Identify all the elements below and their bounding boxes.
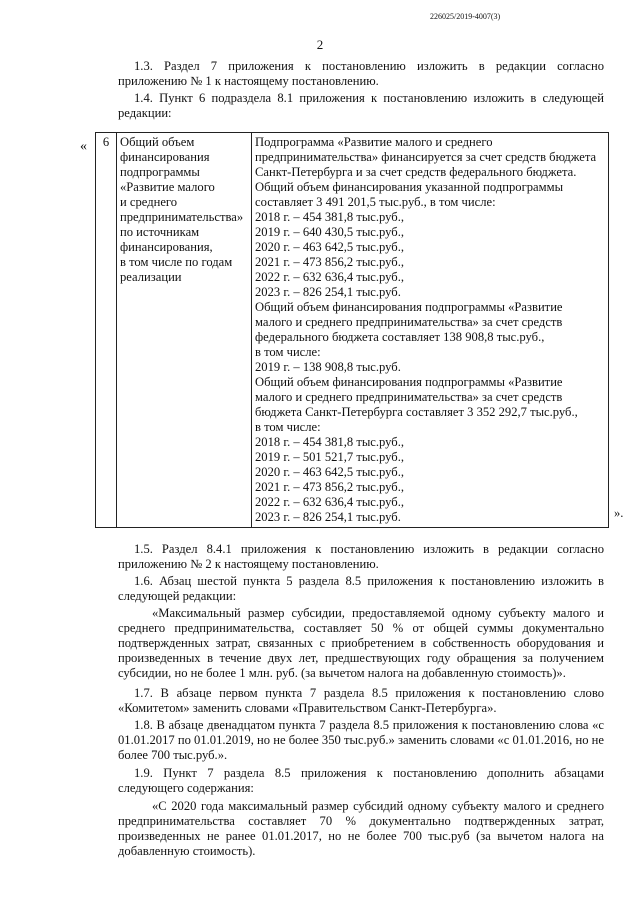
document-id: 226025/2019-4007(3) xyxy=(430,12,501,21)
name-line: по источникам xyxy=(120,225,200,239)
name-line: финансирования, xyxy=(120,240,213,254)
text-line: 2020 г. – 463 642,5 тыс.руб., xyxy=(255,240,405,254)
text-line: 2023 г. – 826 254,1 тыс.руб. xyxy=(255,510,401,524)
text-line: в том числе: xyxy=(255,345,321,359)
text-line: 2019 г. – 501 521,7 тыс.руб., xyxy=(255,450,405,464)
text-line: Санкт-Петербурга и за счет средств федерального бюджета. xyxy=(255,165,577,179)
text-line: Подпрограмма «Развитие малого и среднего xyxy=(255,135,493,149)
row-name-cell xyxy=(117,133,252,528)
name-line: «Развитие малого xyxy=(120,180,215,194)
name-line: финансирования xyxy=(120,150,210,164)
text-line: 2023 г. – 826 254,1 тыс.руб. xyxy=(255,285,401,299)
page-number: 2 xyxy=(316,37,324,52)
name-line: и среднего xyxy=(120,195,178,209)
text-line: Общий объем финансирования подпрограммы «Развитие xyxy=(255,300,563,314)
text-line: Общий объем финансирования подпрограммы «Развитие xyxy=(255,375,563,389)
text-line: малого и среднего предпринимательства» за счет средств xyxy=(255,315,563,329)
text-line: 2020 г. – 463 642,5 тыс.руб., xyxy=(255,465,405,479)
text-line: федерального бюджета составляет 138 908,8 тыс.руб., xyxy=(255,330,545,344)
table-row xyxy=(96,133,609,528)
paragraph-quote-subsidy: «Максимальный размер субсидии, предоставляемой одному субъекту малого и среднего предпринимательства, составляет 50 % от общей суммы документально подтвержденных затрат, связанных с приобретением в собственность оборудования и произведенных в течение двух лет, предшествующих году обращения за получением субсидии, но не более 1 млн. руб. (за вычетом налога на добавленную стоимость)». xyxy=(118,606,604,680)
text-line: малого и среднего предпринимательства» за счет средств xyxy=(255,390,563,404)
paragraph-1-8: 1.8. В абзаце двенадцатом пункта 7 раздела 8.5 приложения к постановлению слова «с 01.01.2017 по 01.01.2019, но не более 350 тыс.руб.» заменить словами «с 01.01.2016, но не более 700 тыс.руб.». xyxy=(118,718,604,762)
text-line: предпринимательства» финансируется за счет средств бюджета xyxy=(255,150,597,164)
text-line: составляет 3 491 201,5 тыс.руб., в том числе: xyxy=(255,195,496,209)
name-line: реализации xyxy=(120,270,182,284)
text-line: 2022 г. – 632 636,4 тыс.руб., xyxy=(255,270,405,284)
row-number-cell: 6 xyxy=(96,133,117,528)
text-line: 2021 г. – 473 856,2 тыс.руб., xyxy=(255,480,405,494)
paragraph-1-9: 1.9. Пункт 7 раздела 8.5 приложения к постановлению дополнить абзацами следующего содержания: xyxy=(118,766,604,795)
paragraph-quote-2020: «С 2020 года максимальный размер субсидий одному субъекту малого и среднего предпринимательства составляет 70 % документально подтвержденных затрат, произведенных не ранее 01.01.2017, но не более 700 тыс.руб (за вычетом налога на добавленную стоимость). xyxy=(118,799,604,858)
text-line: Общий объем финансирования указанной подпрограммы xyxy=(255,180,564,194)
paragraph-1-5: 1.5. Раздел 8.4.1 приложения к постановлению изложить в редакции согласно приложению № 2 к настоящему постановлению. xyxy=(118,542,604,571)
paragraph-1-7: 1.7. В абзаце первом пункта 7 раздела 8.5 приложения к постановлению слово «Комитетом» заменить словами «Правительством Санкт-Петербурга». xyxy=(118,686,604,715)
text-line: в том числе: xyxy=(255,420,321,434)
name-line: подпрограммы xyxy=(120,165,200,179)
paragraph-1-6: 1.6. Абзац шестой пункта 5 раздела 8.5 приложения к постановлению изложить в следующей редакции: xyxy=(118,574,604,603)
name-line: в том числе по годам xyxy=(120,255,233,269)
text-line: бюджета Санкт-Петербурга составляет 3 352 292,7 тыс.руб., xyxy=(255,405,578,419)
name-line: Общий объем xyxy=(120,135,195,149)
table-quote-close: ». xyxy=(614,506,624,520)
table-quote-open: « xyxy=(80,139,87,154)
text-line: 2018 г. – 454 381,8 тыс.руб., xyxy=(255,435,405,449)
text-line: 2022 г. – 632 636,4 тыс.руб., xyxy=(255,495,405,509)
text-line: 2018 г. – 454 381,8 тыс.руб., xyxy=(255,210,405,224)
financing-table xyxy=(95,132,609,528)
name-line: предпринимательства» xyxy=(120,210,244,224)
paragraph-1-4: 1.4. Пункт 6 подраздела 8.1 приложения к постановлению изложить в следующей редакции: xyxy=(118,91,604,120)
text-line: 2019 г. – 138 908,8 тыс.руб. xyxy=(255,360,401,374)
text-line: 2019 г. – 640 430,5 тыс.руб., xyxy=(255,225,405,239)
paragraph-1-3: 1.3. Раздел 7 приложения к постановлению изложить в редакции согласно приложению № 1 к настоящему постановлению. xyxy=(118,59,604,88)
text-line: 2021 г. – 473 856,2 тыс.руб., xyxy=(255,255,405,269)
row-text-cell xyxy=(252,133,609,528)
